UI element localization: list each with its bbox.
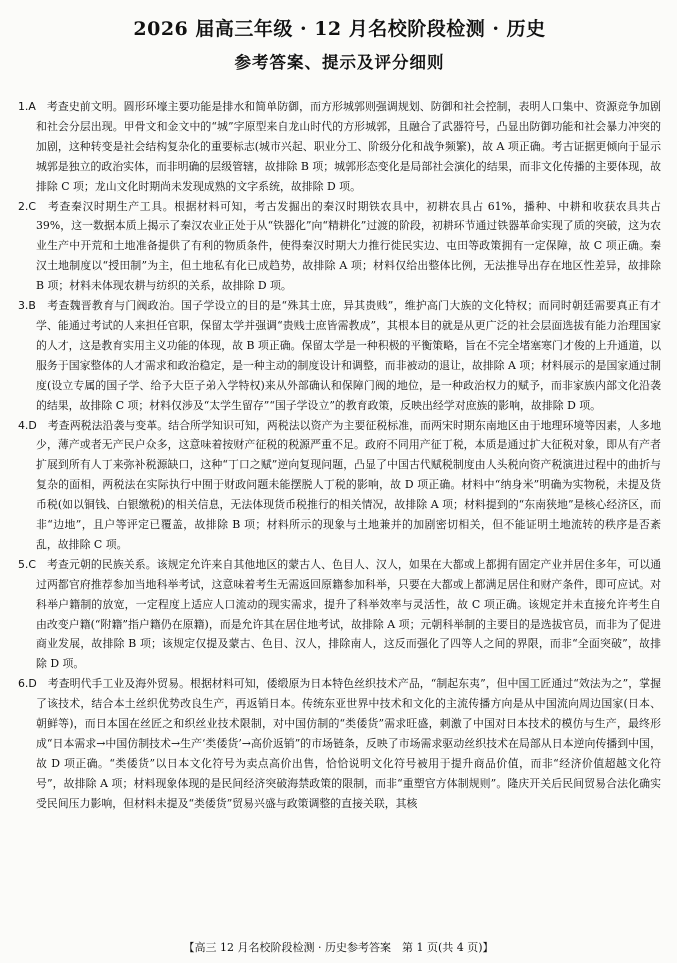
answer-label: 6.D bbox=[18, 677, 37, 691]
answer-text: 考查魏晋教育与门阀政治。国子学设立的目的是“殊其士庶，异其贵贱”，维护高门大族的文化特权；而同时朝廷需要真正有才学、能通过考试的人来担任官职，保留太学并强调“贵贱士庶皆需教成”，其根本目的就是从更广泛的社会层面选拔有能力治理国家的人才，这是教育实用主义功能的体现，故 B 项正确。保留太学是一种积极的平衡策略，旨在不完全堵塞寒门才俊的上升通道，以服务于国家整体的人才需求和政治稳定，是一种主动的制度设计和调整，而非被动的退让，故排除 A 项；材料展示的是国家通过制度(设立专属的国子学、给予大臣子弟入学特权)来从外部确认和保障门阀的地位，是一种政治权力的赋予，而非家族内部文化沿袭的结果，故排除 C 项；材料仅涉及“太学生留存”“国子学设立”的教育政策，反映出经学对庶族的影响，故排除 D 项。 bbox=[36, 299, 661, 412]
answer-text: 考查两税法沿袭与变革。结合所学知识可知，两税法以资产为主要征税标准，而两宋时期东南地区由于地理环境等因素，人多地少，薄产或者无产民户众多，这意味着按财产征税的税源严重不足。政府不同用产征丁税，本质是通过扩大征税对象，即从有产者扩展到所有人丁来弥补税源缺口，这种“丁口之赋”逆向复现问题，凸显了中国古代赋税制度由人头税向资产税演进过程中的曲折与复杂的面相，两税法在实际执行中囿于财政问题未能摆脱人丁税的影响，故 D 项正确。材料中“纳身米”明确为实物税，未提及货币税(如以铜钱、白银缴税)的相关信息，无法体现货币税推行的相关情况，故排除 A 项；材料提到的“东南狭地”是核心经济区，而非“边地”，且户等评定已覆盖，故排除 B 项；材料所示的现象与土地兼并的加剧密切相关，但不能证明土地流转的秩序是否紊乱，故排除 C 项。 bbox=[36, 418, 661, 551]
answer-text: 考查明代手工业及海外贸易。根据材料可知，倭缎原为日本特色丝织技术产品，“制起东夷”，但中国工匠通过“效法为之”，掌握了该技术，结合本土丝织优势改良生产，再返销日本。传统东亚世界中技术和文化的主流传播方向是从中国流向周边国家(日本、朝鲜等)，而日本国在丝匠之和织丝业技术限制，对中国仿制的“类倭货”需求旺盛，刺激了中国对日本技术的模仿与生产，最终形成“日本需求→中国仿制技术→生产‘类倭货’→高价返销”的市场链条，反映了市场需求驱动丝织技术在局部从日本逆向传播到中国，故 D 项正确。“类倭货”以日本文化符号为卖点高价出售，恰恰说明文化符号被用于提升商品价值，而非“经济价值超越文化符号”，故排除 A 项；材料现象体现的是民间经济突破海禁政策的限制，而非“重塑官方体制规则”。隆庆开关后民间贸易合法化确实受民间压力影响，但材料未提及“类倭货”贸易兴盛与政策调整的直接关联，其核 bbox=[36, 677, 661, 810]
answer-item-6 bbox=[18, 674, 661, 813]
answer-text: 考查元朝的民族关系。该规定允许来自其他地区的蒙古人、色目人、汉人，如果在大都或上都拥有固定产业并居住多年，可以通过两都官府推荐参加当地科举考试，这意味着考生无需返回原籍参加科举，只要在大都或上都满足居住和财产条件，即可应试。对科举户籍制的放宽，一定程度上适应人口流动的现实需求，提升了科举效率与灵活性，故 C 项正确。该规定并未直接允许考生自由改变户籍(“附籍”指户籍仍在原籍)，而是允许其在居住地考试，故排除 A 项；元朝科举制的主要目的是选拔官员，而非为了促进商业发展，故排除 B 项；该规定仅提及蒙古、色目、汉人，排除南人，这反而强化了四等人之间的界限，而非“全面突破”，故排除 D 项。 bbox=[36, 557, 661, 671]
answer-item-1 bbox=[18, 97, 661, 197]
answer-item-5 bbox=[18, 555, 661, 674]
page-subtitle: 参考答案、提示及评分细则 bbox=[234, 53, 445, 72]
answer-label: 4.D bbox=[18, 418, 37, 432]
page-title: 2026 届高三年级 · 12 月名校阶段检测 · 历史 bbox=[133, 18, 546, 40]
answer-label: 1.A bbox=[18, 100, 36, 113]
answer-label: 2.C bbox=[18, 199, 36, 213]
answer-label: 3.B bbox=[18, 299, 36, 313]
answer-item-4 bbox=[18, 416, 661, 555]
answer-list bbox=[18, 97, 661, 814]
answer-item-3 bbox=[18, 296, 661, 415]
answer-text: 考查秦汉时期生产工具。根据材料可知，考古发掘出的秦汉时期铁农具中，初耕农具占 61%，播种、中耕和收获农具共占 39%，这一数据本质上揭示了秦汉农业正处于从“铁器化”向“精耕化”过渡的阶段，初耕环节通过铁器革命实现了质的突破，这为农业生产中开荒和土地准备提供了有利的物质条件，使得秦汉时期大力推行徙民实边、屯田等政策拥有一定保障，故 C 项正确。秦汉土地制度以“授田制”为主，但土地私有化已成趋势，故排除 A 项；材料仅给出整体比例，无法推导出存在地区性差异，故排除 B 项；材料未体现农耕与纺织的关系，故排除 D 项。 bbox=[36, 199, 661, 293]
answer-label: 5.C bbox=[18, 557, 36, 571]
page-footer: 【高三 12 月名校阶段检测 · 历史参考答案 第 1 页(共 4 页)】 bbox=[183, 941, 494, 954]
answer-text: 考查史前文明。圆形环壕主要功能是排水和简单防御，而方形城郭则强调规划、防御和社会控制，表明人口集中、资源竞争加剧和社会分层出现。甲骨文和金文中的“城”字原型来自龙山时代的方形城郭，且融合了武器符号，凸显出防御功能和社会暴力冲突的加剧，这种转变是社会结构复杂化的重要标志(城市兴起、职业分工、阶级分化和战争频繁)，故 A 项正确。考古证据更倾向于显示城郭是独立的政治实体，而非明确的层级管辖，故排除 B 项；城郭形态变化是局部社会演化的结果，而非文化传播的主要体现，故排除 C 项；龙山文化时期尚未发现成熟的文字系统，故排除 D 项。 bbox=[36, 100, 661, 193]
answer-item-2 bbox=[18, 197, 661, 297]
